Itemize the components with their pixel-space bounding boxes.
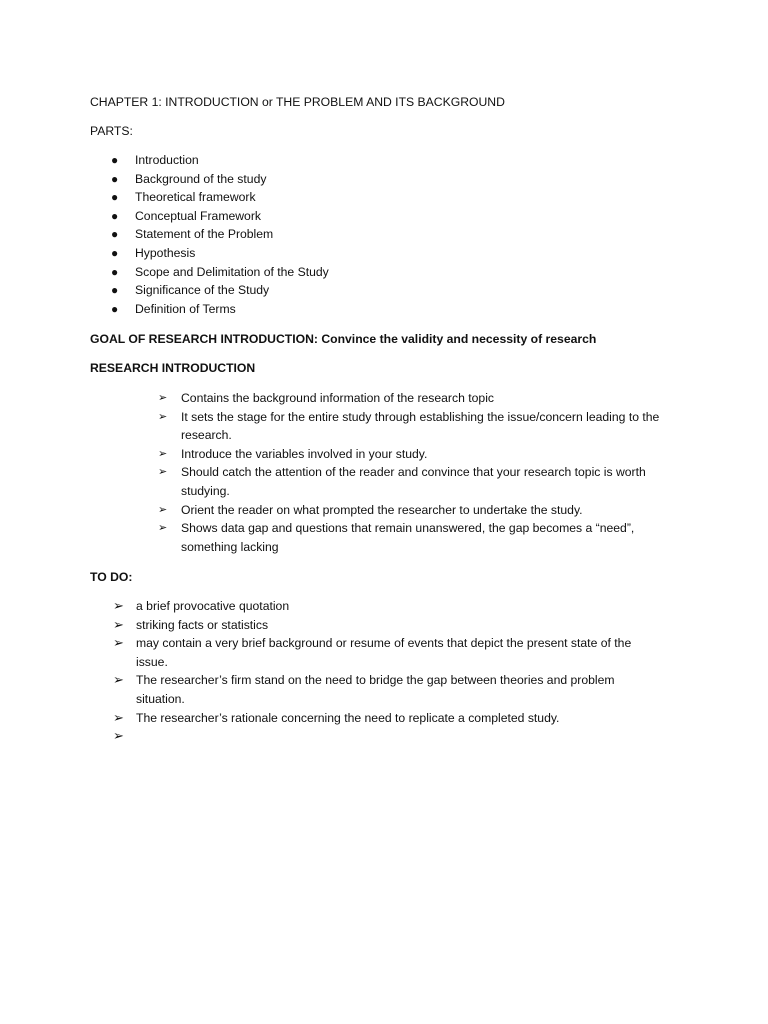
bullet-icon: ● [111, 208, 119, 223]
bullet-icon: ● [111, 245, 119, 260]
arrowhead-icon: ➢ [158, 392, 168, 404]
arrowhead-icon: ➢ [113, 635, 124, 651]
parts-label: PARTS: [90, 124, 133, 138]
list-item: ● Statement of the Problem [135, 225, 329, 244]
list-item: ● Hypothesis [135, 244, 329, 263]
bullet-icon: ● [111, 283, 119, 298]
parts-list [111, 151, 329, 318]
arrowhead-icon: ➢ [113, 598, 124, 613]
todo-list [113, 597, 666, 746]
list-item: ➢ The researcher’s firm stand on the need to bridge the gap between theories and problem situation. [113, 672, 615, 706]
list-item: ➢ Should catch the attention of the reader and convince that your research topic is worth studying. [158, 465, 646, 498]
arrowhead-icon: ➢ [158, 503, 168, 516]
list-item: ➢ striking facts or statistics [136, 616, 666, 635]
list-item: ● Theoretical framework [135, 188, 329, 207]
list-item: ● Significance of the Study [135, 281, 329, 300]
research-intro-list [158, 389, 681, 556]
list-item-empty [113, 727, 666, 746]
arrowhead-icon: ➢ [113, 616, 124, 632]
arrowhead-icon: ➢ [158, 447, 168, 460]
research-intro-heading: RESEARCH INTRODUCTION [90, 361, 256, 375]
arrowhead-icon: ➢ [113, 728, 124, 744]
bullet-icon: ● [111, 190, 119, 205]
arrowhead-icon: ➢ [113, 672, 124, 688]
arrowhead-icon: ➢ [113, 709, 124, 725]
list-item: ➢ Shows data gap and questions that remain unanswered, the gap becomes a “need”, something lacking [158, 521, 635, 554]
bullet-icon: ● [111, 171, 119, 186]
list-item: ➢ Contains the background information of the research topic [181, 389, 681, 408]
arrowhead-icon: ➢ [158, 466, 168, 479]
list-item: ● Scope and Delimitation of the Study [135, 263, 329, 282]
list-item: ➢ Introduce the variables involved in your study. [181, 445, 681, 464]
bullet-icon: ● [111, 153, 119, 167]
list-item: ● Background of the study [135, 170, 329, 189]
bullet-icon: ● [111, 264, 119, 279]
list-item: ➢ may contain a very brief background or resume of events that depict the present state of the issue. [113, 635, 632, 669]
goal-heading: GOAL OF RESEARCH INTRODUCTION: Convince the validity and necessity of research [90, 332, 597, 346]
list-item: ➢ It sets the stage for the entire study through establishing the issue/concern leading to the research. [158, 409, 660, 443]
list-item: ➢ a brief provocative quotation [136, 597, 666, 616]
list-item: ➢ Orient the reader on what prompted the researcher to undertake the study. [181, 501, 681, 520]
chapter-heading: CHAPTER 1: INTRODUCTION or THE PROBLEM AND ITS BACKGROUND [90, 95, 505, 109]
list-item: ● Introduction [135, 151, 329, 170]
todo-heading: TO DO: [90, 570, 133, 584]
list-item: ➢ The researcher’s rationale concerning the need to replicate a completed study. [136, 709, 666, 728]
arrowhead-icon: ➢ [158, 410, 168, 423]
list-item: ● Conceptual Framework [135, 207, 329, 226]
bullet-icon: ● [111, 301, 119, 316]
bullet-icon: ● [111, 227, 119, 242]
arrowhead-icon: ➢ [158, 522, 168, 535]
list-item: ● Definition of Terms [135, 300, 329, 319]
